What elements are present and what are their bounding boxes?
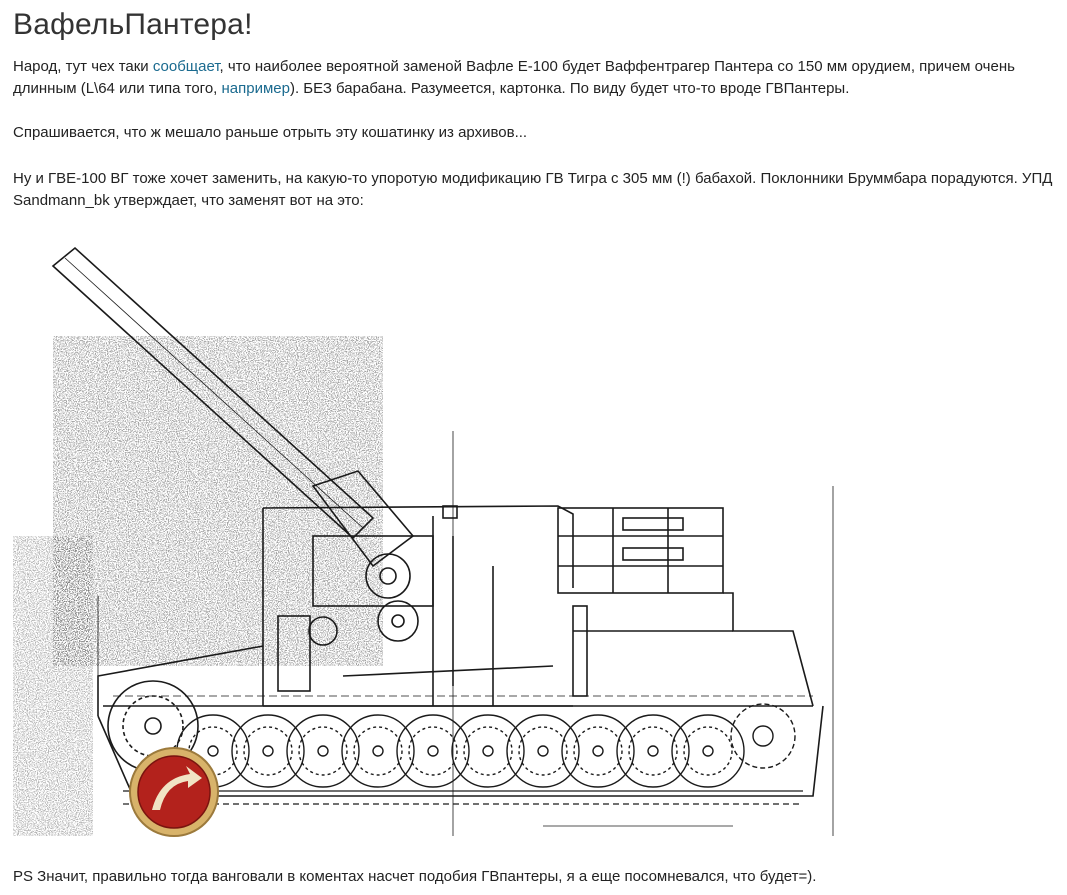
paragraph-gwe100: Ну и ГВЕ-100 ВГ тоже хочет заменить, на какую-то упоротую модификацию ГВ Тигра с 305 мм (!) бабахой. Поклонники Бруммбара порадуются. УПД Sandmann_bk утверждает, что заменят вот на это:: [13, 170, 1053, 209]
example-link[interactable]: например: [221, 80, 290, 97]
wot-logo-icon: [126, 744, 222, 840]
blog-post: [13, 0, 1053, 885]
tank-blueprint-image: [13, 236, 843, 840]
paragraph-intro-text-1: Народ, тут чех таки: [13, 58, 153, 75]
post-title: ВафельПантера!: [13, 8, 253, 41]
source-link[interactable]: сообщает: [152, 58, 220, 75]
paragraph-intro-text-3: ). БЕЗ барабана. Разумеется, картонка. По виду будет что-то вроде ГВПантеры.: [289, 80, 850, 97]
paragraph-intro: [13, 56, 1053, 100]
paragraph-intro-text-2: , что наиболее вероятной заменой Вафле Е-100 будет Ваффентрагер Пантера со 150 мм орудием, причем очень длинным (L\64 или типа того,: [13, 58, 1015, 97]
paragraph-ps: PS Значит, правильно тогда ванговали в коментах насчет подобия ГВпантеры, я а еще посомневался, что будет=).: [13, 868, 817, 885]
paragraph-question: Спрашивается, что ж мешало раньше отрыть эту кошатинку из архивов...: [13, 124, 528, 141]
